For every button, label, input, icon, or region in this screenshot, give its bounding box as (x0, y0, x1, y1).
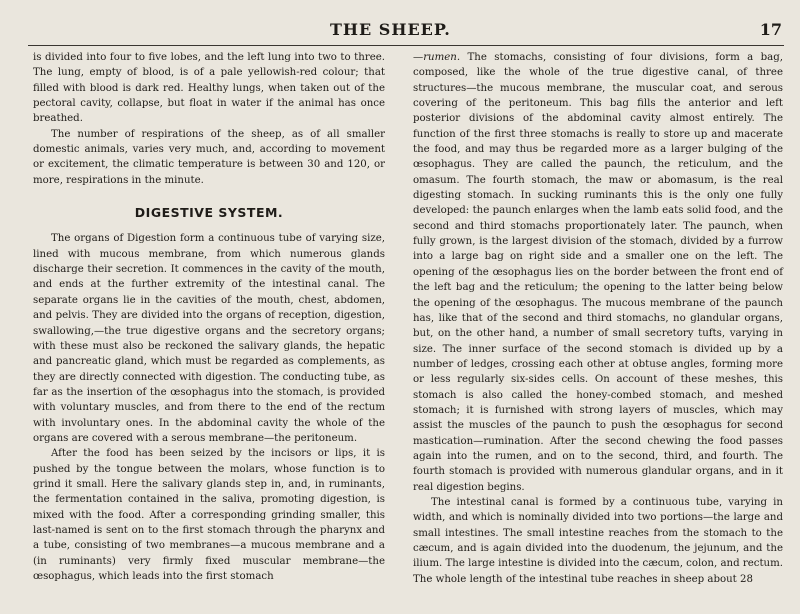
page-number: 17 (759, 20, 782, 39)
paragraph-intestinal-canal: The intestinal canal is formed by a continuous tube, varying in width, and which is nominally divided into two portions—the large and small intestines. The small intestine reaches from the stomach to the cæcum, and is again divided into the duodenum, the jejunum, and the ilium. The large intestine is divided into the cæcum, colon, and rectum. The whole length of the intestinal tube reaches in sheep about 28 (413, 496, 783, 585)
left-column (33, 50, 385, 584)
paragraph-food-seized: After the food has been seized by the incisors or lips, it is pushed by the tongue between the molars, whose function is to grind it small. Here the salivary glands step in, and, in ruminants, the fermentation contained in the saliva, promoting digestion, is mixed with the food. After a corresponding grinding smaller, this last-named is sent on to the first stomach through the pharynx and a tube, consisting of two membranes—a mucous membrane and a (in ruminants) very firmly fixed muscular membrane—the œsophagus, which leads into the first stomach (33, 448, 385, 582)
running-header (0, 20, 800, 40)
paragraph-lungs: is divided into four to five lobes, and the left lung into two to three. The lung, empty of blood, is of a pale yellowish-red colour; that filled with blood is dark red. Healthy lungs, when taken out of the pectoral cavity, collapse, but float in water if the animal has once breathed. (33, 52, 385, 125)
running-title: THE SHEEP. (330, 20, 451, 39)
rumen-lead: —rumen. (413, 52, 461, 63)
stomachs-text: The stomachs, consisting of four divisions, form a bag, composed, like the whole of the true digestive canal, of three structures—the mucous membrane, the muscular coat, and serous covering of the peritoneum. This bag fills the anterior and left posterior divisions of the abdominal cavity almost entirely. The function of the first three stomachs is really to store up and macerate the food, and may thus be regarded more as a larger bulging of the œsophagus. They are called the paunch, the reticulum, and the omasum. The fourth stomach, the maw or abomasum, is the real digesting stomach. In sucking ruminants this is the only one fully developed: the paunch enlarges when the lamb eats solid food, and the second and third stomachs proportionately later. The paunch, when fully grown, is the largest division of the stomach, divided by a furrow into a large bag on right side and a smaller one on the left. The opening of the œsophagus lies on the border between the front end of the left bag and the reticulum; the opening to the latter being below the opening of the œsophagus. The mucous membrane of the paunch has, like that of the second and third stomachs, no glandular organs, but, on the other hand, a number of small secretory tufts, varying in size. The inner surface of the second stomach is divided up by a number of ledges, crossing each other at obtuse angles, forming more or less regularly six-sides cells. On account of these meshes, this stomach is also called the honey-combed stomach, and meshed stomach; it is furnished with strong layers of muscles, which may assist the muscles of the paunch to push the œsophagus for second mastication—rumination. After the second chewing the food passes again into the rumen, and on to the second, third, and fourth. The fourth stomach is provided with numerous glandular organs, and in it real digestion begins. (413, 52, 783, 493)
section-heading: DIGESTIVE SYSTEM. (134, 205, 284, 221)
paragraph-stomachs (413, 50, 783, 495)
header-rule (28, 45, 784, 46)
paragraph-respirations: The number of respirations of the sheep, as of all smaller domestic animals, varies very much, and, according to movement or excitement, the climatic temperature is between 30 and 120, or more, respirations in the minute. (33, 128, 385, 186)
right-column (413, 50, 783, 587)
paragraph-digestion-organs: The organs of Digestion form a continuous tube of varying size, lined with mucous membrane, from which numerous glands discharge their secretion. It commences in the cavity of the mouth, and ends at the further extremity of the intestinal canal. The separate organs lie in the cavities of the mouth, chest, abdomen, and pelvis. They are divided into the organs of reception, digestion, swallowing,—the true digestive organs and the secretory organs; with these must also be reckoned the salivary glands, the hepatic and pancreatic gland, which must be regarded as complements, as they are directly connected with digestion. The conducting tube, as far as the insertion of the œsophagus into the stomach, is provided with voluntary muscles, and from there to the end of the rectum with involuntary ones. In the abdominal cavity the whole of the organs are covered with a serous membrane—the peritoneum. (33, 233, 385, 444)
